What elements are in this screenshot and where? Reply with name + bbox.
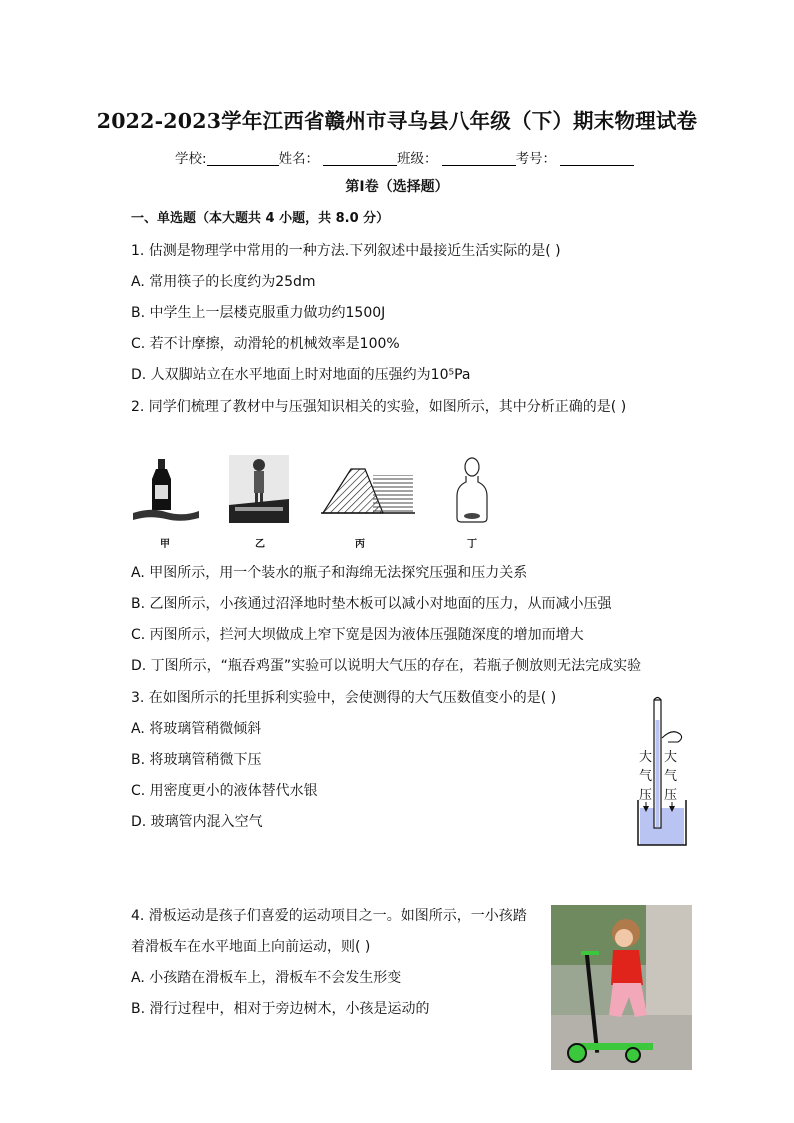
question-3-option-a[interactable]: A. 将玻璃管稍微倾斜 — [131, 721, 262, 737]
page-title: 2022-2023学年江西省赣州市寻乌县八年级（下）期末物理试卷 — [96, 109, 698, 133]
question-3-option-b[interactable]: B. 将玻璃管稍微下压 — [131, 752, 262, 768]
question-3-option-c[interactable]: C. 用密度更小的液体替代水银 — [131, 783, 318, 799]
question-4-option-b[interactable]: B. 滑行过程中，相对于旁边树木，小孩是运动的 — [131, 1001, 430, 1017]
section-heading: 第Ⅰ卷（选择题） — [345, 179, 449, 195]
question-1-stem: 1. 估测是物理学中常用的一种方法.下列叙述中最接近生活实际的是( ) — [131, 243, 561, 259]
question-4-stem-line2: 着滑板车在水平地面上向前运动，则( ) — [131, 939, 371, 955]
name-blank[interactable] — [323, 151, 397, 166]
school-blank[interactable] — [207, 151, 279, 166]
child-scooter-photo — [551, 905, 692, 1070]
question-3-stem: 3. 在如图所示的托里拆利实验中，会使测得的大气压数值变小的是( ) — [131, 690, 557, 706]
school-label: 学校: — [175, 151, 207, 167]
question-4-option-a[interactable]: A. 小孩踏在滑板车上，滑板车不会发生形变 — [131, 970, 402, 986]
figure-label-ding: 丁 — [467, 539, 477, 550]
class-label: 班级： — [397, 151, 438, 167]
exam-no-label: 考号： — [515, 151, 557, 167]
name-label: 姓名： — [278, 151, 320, 167]
swamp-board-figure — [229, 455, 289, 525]
question-2-option-d[interactable]: D. 丁图所示，“瓶吞鸡蛋”实验可以说明大气压的存在，若瓶子侧放则无法完成实验 — [131, 658, 642, 674]
bottle-egg-figure — [455, 456, 489, 524]
sponge-bottle-figure — [131, 455, 201, 527]
question-2-option-a[interactable]: A. 甲图所示，用一个装水的瓶子和海绵无法探究压强和压力关系 — [131, 565, 528, 581]
question-2-option-c[interactable]: C. 丙图所示，拦河大坝做成上窄下宽是因为液体压强随深度的增加而增大 — [131, 627, 584, 643]
figure-label-yi: 乙 — [255, 539, 265, 550]
part-heading: 一、单选题（本大题共 4 小题，共 8.0 分） — [131, 211, 390, 226]
exam-no-blank[interactable] — [560, 151, 634, 166]
question-1-option-b[interactable]: B. 中学生上一层楼克服重力做功约1500J — [131, 305, 386, 321]
figure-label-jia: 甲 — [160, 539, 170, 550]
dam-figure — [321, 465, 415, 517]
question-1-option-c[interactable]: C. 若不计摩擦，动滑轮的机械效率是100% — [131, 336, 400, 352]
question-1-option-d[interactable]: D. 人双脚站立在水平地面上时对地面的压强约为10⁵Pa — [131, 367, 471, 383]
question-4-stem-line1: 4. 滑板运动是孩子们喜爱的运动项目之一。如图所示，一小孩踏 — [131, 908, 527, 924]
atmospheric-pressure-label-left: 大 气 压 — [639, 750, 653, 803]
student-info-line — [175, 147, 634, 167]
question-3-option-d[interactable]: D. 玻璃管内混入空气 — [131, 814, 263, 830]
atmospheric-pressure-label-right: 大 气 压 — [664, 750, 678, 803]
question-1-option-a[interactable]: A. 常用筷子的长度约为25dm — [131, 274, 316, 290]
question-2-option-b[interactable]: B. 乙图所示，小孩通过沼泽地时垫木板可以减小对地面的压力，从而减小压强 — [131, 596, 612, 612]
question-2-stem: 2. 同学们梳理了教材中与压强知识相关的实验，如图所示，其中分析正确的是( ) — [131, 399, 627, 415]
class-blank[interactable] — [442, 151, 516, 166]
figure-label-bing: 丙 — [355, 539, 365, 550]
